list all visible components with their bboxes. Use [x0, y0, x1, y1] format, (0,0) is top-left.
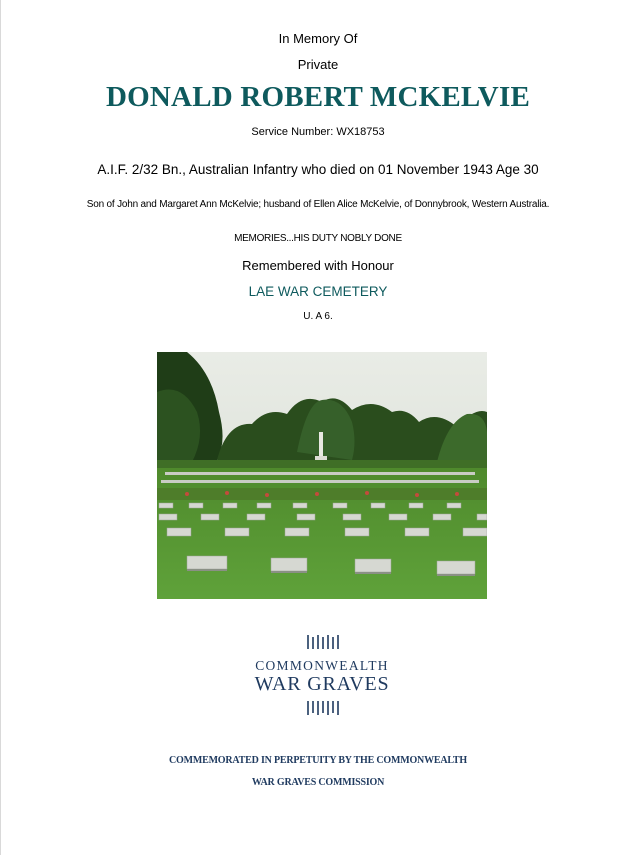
cemetery-name: LAE WAR CEMETERY	[248, 284, 388, 299]
remembered-with-honour: Remembered with Honour	[242, 258, 394, 273]
unit-and-death: A.I.F. 2/32 Bn., Australian Infantry who died on 01 November 1943 Age 30	[97, 162, 539, 177]
footer-line-1: COMMEMORATED IN PERPETUITY BY THE COMMONWEALTH	[169, 755, 467, 766]
cemetery-photo	[157, 352, 487, 599]
logo-marks-top-icon	[306, 634, 340, 650]
in-memory-of: In Memory Of	[278, 31, 358, 46]
logo-war-graves: WAR GRAVES	[254, 673, 390, 695]
soldier-name: DONALD ROBERT MCKELVIE	[106, 81, 530, 113]
rank: Private	[297, 57, 339, 72]
service-number: Service Number: WX18753	[251, 126, 385, 138]
grave-reference: U. A 6.	[303, 311, 333, 322]
cwgc-logo	[222, 632, 422, 722]
logo-commonwealth: COMMONWEALTH	[255, 658, 389, 673]
inscription: MEMORIES...HIS DUTY NOBLY DONE	[234, 233, 402, 244]
footer-line-2: WAR GRAVES COMMISSION	[251, 777, 385, 788]
logo-marks-bottom-icon	[306, 700, 340, 716]
family-details: Son of John and Margaret Ann McKelvie; husband of Ellen Alice McKelvie, of Donnybrook, Western Australia.	[86, 199, 550, 210]
